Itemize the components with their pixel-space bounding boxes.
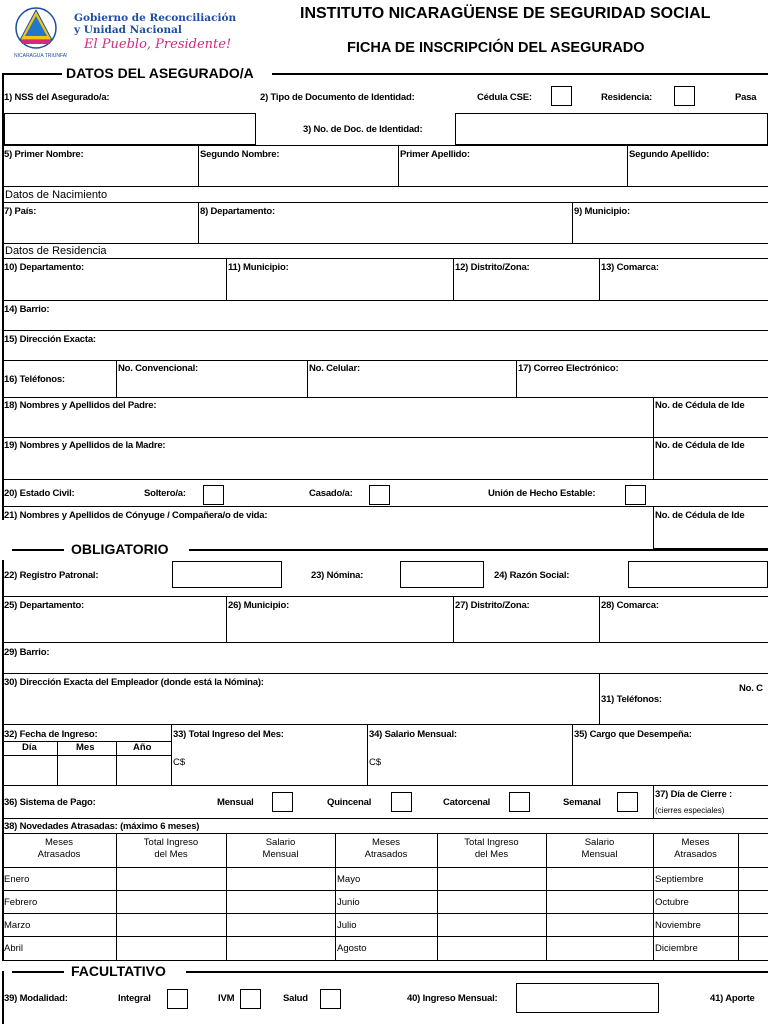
email-label: 17) Correo Electrónico: bbox=[518, 363, 619, 374]
weekly-label: Semanal bbox=[563, 797, 601, 808]
month-jan: Enero bbox=[4, 874, 30, 885]
contribution-label: 41) Aporte bbox=[710, 993, 755, 1004]
birth-municipality-label: 9) Municipio: bbox=[574, 206, 630, 217]
spouse-name-label: 21) Nombres y Apellidos de Cónyuge / Compañera/o de vida: bbox=[4, 510, 268, 521]
nss-label: 1) NSS del Asegurado/a: bbox=[4, 92, 110, 103]
month-oct: Octubre bbox=[655, 897, 689, 908]
country-label: 7) País: bbox=[4, 206, 37, 217]
mandatory-section-title: OBLIGATORIO bbox=[71, 541, 169, 557]
father-id-label: No. de Cédula de Ide bbox=[655, 400, 745, 411]
institution-logo bbox=[14, 2, 58, 54]
emp-municipality-label: 26) Municipio: bbox=[228, 600, 290, 611]
optional-line-left bbox=[12, 971, 64, 973]
position-label: 35) Cargo que Desempeña: bbox=[574, 729, 692, 740]
monthly-income-input[interactable] bbox=[516, 983, 659, 1013]
phones-label: 16) Teléfonos: bbox=[4, 374, 65, 385]
married-label: Casado/a: bbox=[309, 488, 353, 499]
common-law-label: Unión de Hecho Estable: bbox=[488, 488, 596, 499]
logo-emblem-icon bbox=[14, 2, 58, 54]
nss-input[interactable] bbox=[4, 113, 256, 145]
mandatory-line-left bbox=[12, 549, 64, 551]
mobile-label: No. Celular: bbox=[309, 363, 360, 374]
month-jun: Junio bbox=[337, 897, 360, 908]
res-district-label: 12) Distrito/Zona: bbox=[455, 262, 530, 273]
logo-slogan: El Pueblo, Presidente! bbox=[84, 37, 232, 52]
first-name-label: 5) Primer Nombre: bbox=[4, 149, 84, 160]
biweekly-label: Quincenal bbox=[327, 797, 372, 808]
employer-registry-label: 22) Registro Patronal: bbox=[4, 570, 99, 581]
civil-status-label: 20) Estado Civil: bbox=[4, 488, 75, 499]
form-title: FICHA DE INSCRIPCIÓN DEL ASEGURADO bbox=[347, 40, 645, 56]
datos-section-line-right bbox=[272, 73, 768, 75]
health-label: Salud bbox=[283, 993, 308, 1004]
emp-district-label: 27) Distrito/Zona: bbox=[455, 600, 530, 611]
birth-department-label: 8) Departamento: bbox=[200, 206, 275, 217]
month-nov: Noviembre bbox=[655, 920, 701, 931]
emp-phones-no-label: No. C bbox=[739, 683, 763, 694]
month-col-header: Mes bbox=[76, 742, 95, 753]
doc-number-input[interactable] bbox=[455, 113, 768, 145]
month-jul: Julio bbox=[337, 920, 357, 931]
single-checkbox[interactable] bbox=[203, 485, 224, 505]
col-total-header-1: Total Ingreso del Mes bbox=[143, 837, 199, 860]
payment-system-label: 36) Sistema de Pago: bbox=[4, 797, 96, 808]
modality-label: 39) Modalidad: bbox=[4, 993, 68, 1004]
col-salary-header-2: Salario Mensual bbox=[581, 837, 618, 860]
institute-title: INSTITUTO NICARAGÜENSE DE SEGURIDAD SOCIAL bbox=[300, 5, 711, 22]
start-date-label: 32) Fecha de Ingreso: bbox=[4, 729, 98, 740]
col-total-header-2: Total Ingreso del Mes bbox=[464, 837, 519, 860]
optional-line-right bbox=[186, 971, 768, 973]
doc-number-label: 3) No. de Doc. de Identidad: bbox=[303, 124, 423, 135]
month-may: Mayo bbox=[337, 874, 361, 885]
payroll-label: 23) Nómina: bbox=[311, 570, 364, 581]
pasaporte-label: Pasa bbox=[735, 92, 757, 103]
cedula-checkbox[interactable] bbox=[551, 86, 572, 106]
res-department-label: 10) Departamento: bbox=[4, 262, 85, 273]
address-label: 15) Dirección Exacta: bbox=[4, 334, 96, 345]
cedula-label: Cédula CSE: bbox=[477, 92, 532, 103]
year-col-header: Año bbox=[133, 742, 152, 753]
fortnightly-label: Catorcenal bbox=[443, 797, 491, 808]
emp-neighborhood-label: 29) Barrio: bbox=[4, 647, 50, 658]
emp-phones-label: 31) Teléfonos: bbox=[601, 694, 662, 705]
total-income-currency: C$ bbox=[173, 757, 186, 768]
emp-comarca-label: 28) Comarca: bbox=[601, 600, 659, 611]
col-months-header-2: Meses Atrasados bbox=[364, 837, 408, 860]
residencia-checkbox[interactable] bbox=[674, 86, 695, 106]
logo-small-text: NICARAGUA TRIUNFA! bbox=[14, 53, 68, 59]
integral-checkbox[interactable] bbox=[167, 989, 188, 1009]
payroll-input[interactable] bbox=[400, 561, 484, 588]
datos-section-line-left bbox=[2, 73, 62, 75]
common-law-checkbox[interactable] bbox=[625, 485, 646, 505]
spouse-id-label: No. de Cédula de Ide bbox=[655, 510, 745, 521]
month-feb: Febrero bbox=[4, 897, 38, 908]
fortnightly-checkbox[interactable] bbox=[509, 792, 530, 812]
employer-registry-input[interactable] bbox=[172, 561, 282, 588]
col-months-header-1: Meses Atrasados bbox=[37, 837, 81, 860]
ivm-checkbox[interactable] bbox=[240, 989, 261, 1009]
integral-label: Integral bbox=[118, 993, 151, 1004]
birth-section-title: Datos de Nacimiento bbox=[5, 189, 108, 201]
res-comarca-label: 13) Comarca: bbox=[601, 262, 659, 273]
closing-day-label: 37) Día de Cierre : bbox=[655, 789, 732, 800]
monthly-checkbox[interactable] bbox=[272, 792, 293, 812]
late-news-label: 38) Novedades Atrasadas: (máximo 6 meses) bbox=[4, 821, 200, 832]
month-apr: Abril bbox=[4, 943, 24, 954]
monthly-salary-currency: C$ bbox=[369, 757, 382, 768]
monthly-salary-label: 34) Salario Mensual: bbox=[369, 729, 457, 740]
logo-line-1: Gobierno de Reconciliación bbox=[74, 12, 237, 24]
month-mar: Marzo bbox=[4, 920, 31, 931]
monthly-income-label: 40) Ingreso Mensual: bbox=[407, 993, 498, 1004]
month-aug: Agosto bbox=[337, 943, 367, 954]
second-name-label: Segundo Nombre: bbox=[200, 149, 280, 160]
optional-section-title: FACULTATIVO bbox=[71, 963, 166, 979]
doc-type-label: 2) Tipo de Documento de Identidad: bbox=[260, 92, 415, 103]
weekly-checkbox[interactable] bbox=[617, 792, 638, 812]
monthly-label: Mensual bbox=[217, 797, 254, 808]
closing-day-note: (cierres especiales) bbox=[655, 806, 725, 815]
logo-line-2: y Unidad Nacional bbox=[74, 24, 182, 36]
res-municipality-label: 11) Municipio: bbox=[228, 262, 289, 273]
mandatory-line-right bbox=[189, 549, 768, 551]
company-name-input[interactable] bbox=[628, 561, 768, 588]
col-months-header-3: Meses Atrasados bbox=[674, 837, 717, 860]
residence-section-title: Datos de Residencia bbox=[5, 245, 107, 257]
landline-label: No. Convencional: bbox=[118, 363, 198, 374]
second-surname-label: Segundo Apellido: bbox=[629, 149, 710, 160]
month-sep: Septiembre bbox=[655, 874, 704, 885]
company-name-label: 24) Razón Social: bbox=[494, 570, 570, 581]
mother-id-label: No. de Cédula de Ide bbox=[655, 440, 745, 451]
ivm-label: IVM bbox=[218, 993, 235, 1004]
health-checkbox[interactable] bbox=[320, 989, 341, 1009]
biweekly-checkbox[interactable] bbox=[391, 792, 412, 812]
mother-name-label: 19) Nombres y Apellidos de la Madre: bbox=[4, 440, 166, 451]
first-surname-label: Primer Apellido: bbox=[400, 149, 470, 160]
residencia-label: Residencia: bbox=[601, 92, 653, 103]
day-col-header: Día bbox=[22, 742, 37, 753]
single-label: Soltero/a: bbox=[144, 488, 186, 499]
married-checkbox[interactable] bbox=[369, 485, 390, 505]
total-income-label: 33) Total Ingreso del Mes: bbox=[173, 729, 284, 740]
datos-section-title: DATOS DEL ASEGURADO/A bbox=[66, 65, 254, 81]
emp-department-label: 25) Departamento: bbox=[4, 600, 85, 611]
col-salary-header-1: Salario Mensual bbox=[262, 837, 299, 860]
emp-address-label: 30) Dirección Exacta del Empleador (donde está la Nómina): bbox=[4, 677, 264, 688]
father-name-label: 18) Nombres y Apellidos del Padre: bbox=[4, 400, 157, 411]
month-dec: Diciembre bbox=[655, 943, 698, 954]
neighborhood-label: 14) Barrio: bbox=[4, 304, 50, 315]
